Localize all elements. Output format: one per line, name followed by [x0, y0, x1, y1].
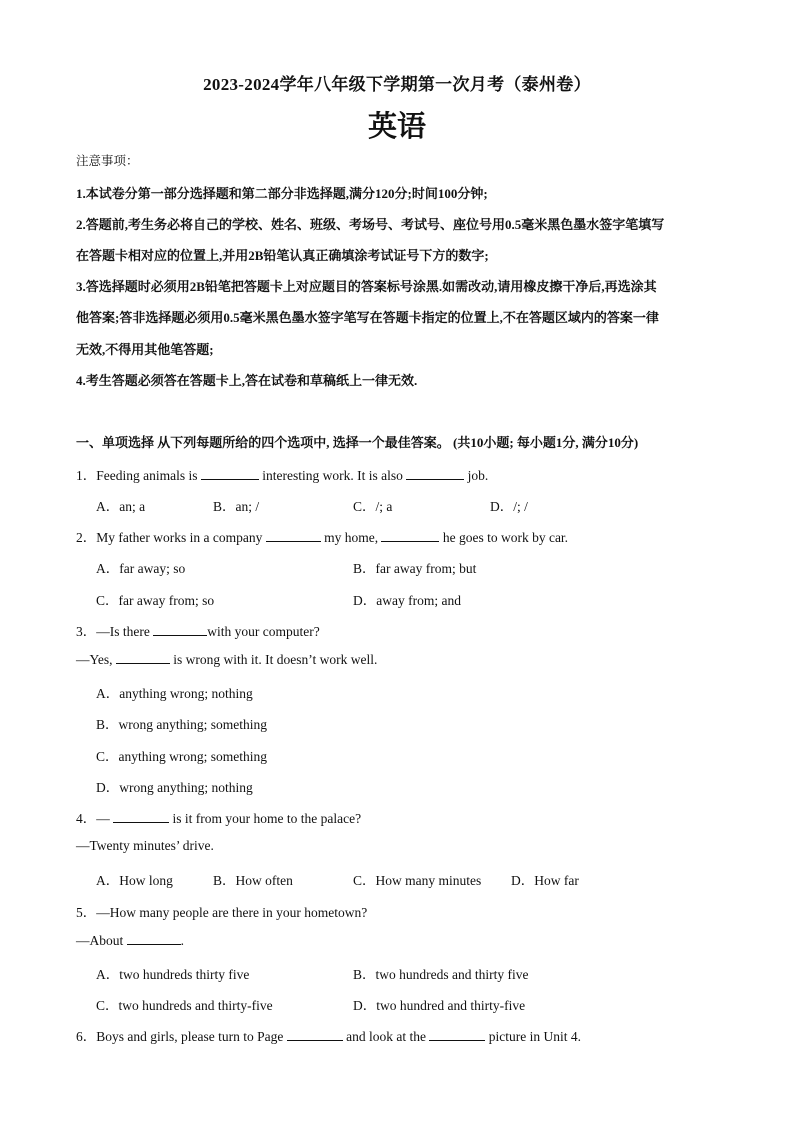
option-c: C．/; a	[353, 499, 393, 514]
option-c: C．anything wrong; something	[96, 749, 267, 764]
option-d: D．How far	[511, 873, 579, 888]
notes-line: 1.本试卷分第一部分选择题和第二部分非选择题,满分120分;时间100分钟;	[76, 186, 488, 201]
answer-blank	[201, 467, 259, 480]
question-1: 1．Feeding animals is interesting work. It is also job.	[76, 468, 489, 483]
answer-blank	[127, 932, 181, 945]
question-number: 2．	[76, 530, 97, 545]
question-5-reply: —About .	[76, 933, 184, 948]
answer-blank	[153, 623, 207, 636]
question-3: 3．—Is there with your computer?	[76, 624, 320, 639]
option-a: A．far away; so	[96, 561, 186, 576]
option-c: C．far away from; so	[96, 593, 215, 608]
question-6: 6．Boys and girls, please turn to Page and look at the picture in Unit 4.	[76, 1029, 581, 1044]
question-4-reply: —Twenty minutes’ drive.	[76, 838, 214, 853]
option-b: B．far away from; but	[353, 561, 477, 576]
answer-blank	[116, 651, 170, 664]
option-a: A．two hundreds thirty five	[96, 967, 250, 982]
section-heading: 一、单项选择 从下列每题所给的四个选项中, 选择一个最佳答案。 (共10小题; 每小题1分, 满分10分)	[76, 435, 639, 450]
option-a: A．an; a	[96, 499, 146, 514]
notes-line: 他答案;答非选择题必须用0.5毫米黑色墨水签字笔写在答题卡指定的位置上,不在答题区域内的答案一律	[76, 310, 659, 325]
option-b: B．How often	[213, 873, 293, 888]
answer-blank	[287, 1028, 343, 1041]
option-c: C．two hundreds and thirty-five	[96, 998, 273, 1013]
question-number: 6．	[76, 1029, 97, 1044]
answer-blank	[266, 529, 321, 542]
option-a: A．anything wrong; nothing	[96, 686, 253, 701]
option-b: B．wrong anything; something	[96, 717, 267, 732]
notes-line: 2.答题前,考生务必将自己的学校、姓名、班级、考场号、考试号、座位号用0.5毫米黑色墨水签字笔填写	[76, 217, 665, 232]
option-d: D．away from; and	[353, 593, 461, 608]
option-b: B．an; /	[213, 499, 260, 514]
option-d: D．two hundred and thirty-five	[353, 998, 526, 1013]
question-number: 1．	[76, 468, 97, 483]
notes-line: 无效,不得用其他笔答题;	[76, 342, 214, 357]
question-number: 3．	[76, 624, 97, 639]
question-number: 5．	[76, 905, 97, 920]
notes-heading: 注意事项：	[76, 153, 139, 168]
exam-title: 2023-2024学年八年级下学期第一次月考（泰州卷）	[203, 75, 591, 94]
option-a: A．How long	[96, 873, 173, 888]
answer-blank	[113, 810, 169, 823]
answer-blank	[429, 1028, 485, 1041]
question-2: 2．My father works in a company my home, he goes to work by car.	[76, 530, 569, 545]
option-b: B．two hundreds and thirty five	[353, 967, 529, 982]
answer-blank	[381, 529, 439, 542]
question-4: 4．— is it from your home to the palace?	[76, 811, 362, 826]
notes-line: 在答题卡相对应的位置上,并用2B铅笔认真正确填涂考试证号下方的数字;	[76, 248, 489, 263]
notes-line: 3.答选择题时必须用2B铅笔把答题卡上对应题目的答案标号涂黑.如需改动,请用橡皮擦干净后,再选涂其	[76, 279, 657, 294]
option-d: D．wrong anything; nothing	[96, 780, 253, 795]
question-3-reply: —Yes, is wrong with it. It doesn’t work well.	[76, 652, 378, 667]
subject-title: 英语	[367, 109, 426, 143]
option-d: D．/; /	[490, 499, 528, 514]
option-c: C．How many minutes	[353, 873, 482, 888]
notes-line: 4.考生答题必须答在答题卡上,答在试卷和草稿纸上一律无效.	[76, 373, 418, 388]
question-number: 4．	[76, 811, 97, 826]
answer-blank	[406, 467, 464, 480]
question-5: 5．—How many people are there in your hometown?	[76, 905, 368, 920]
